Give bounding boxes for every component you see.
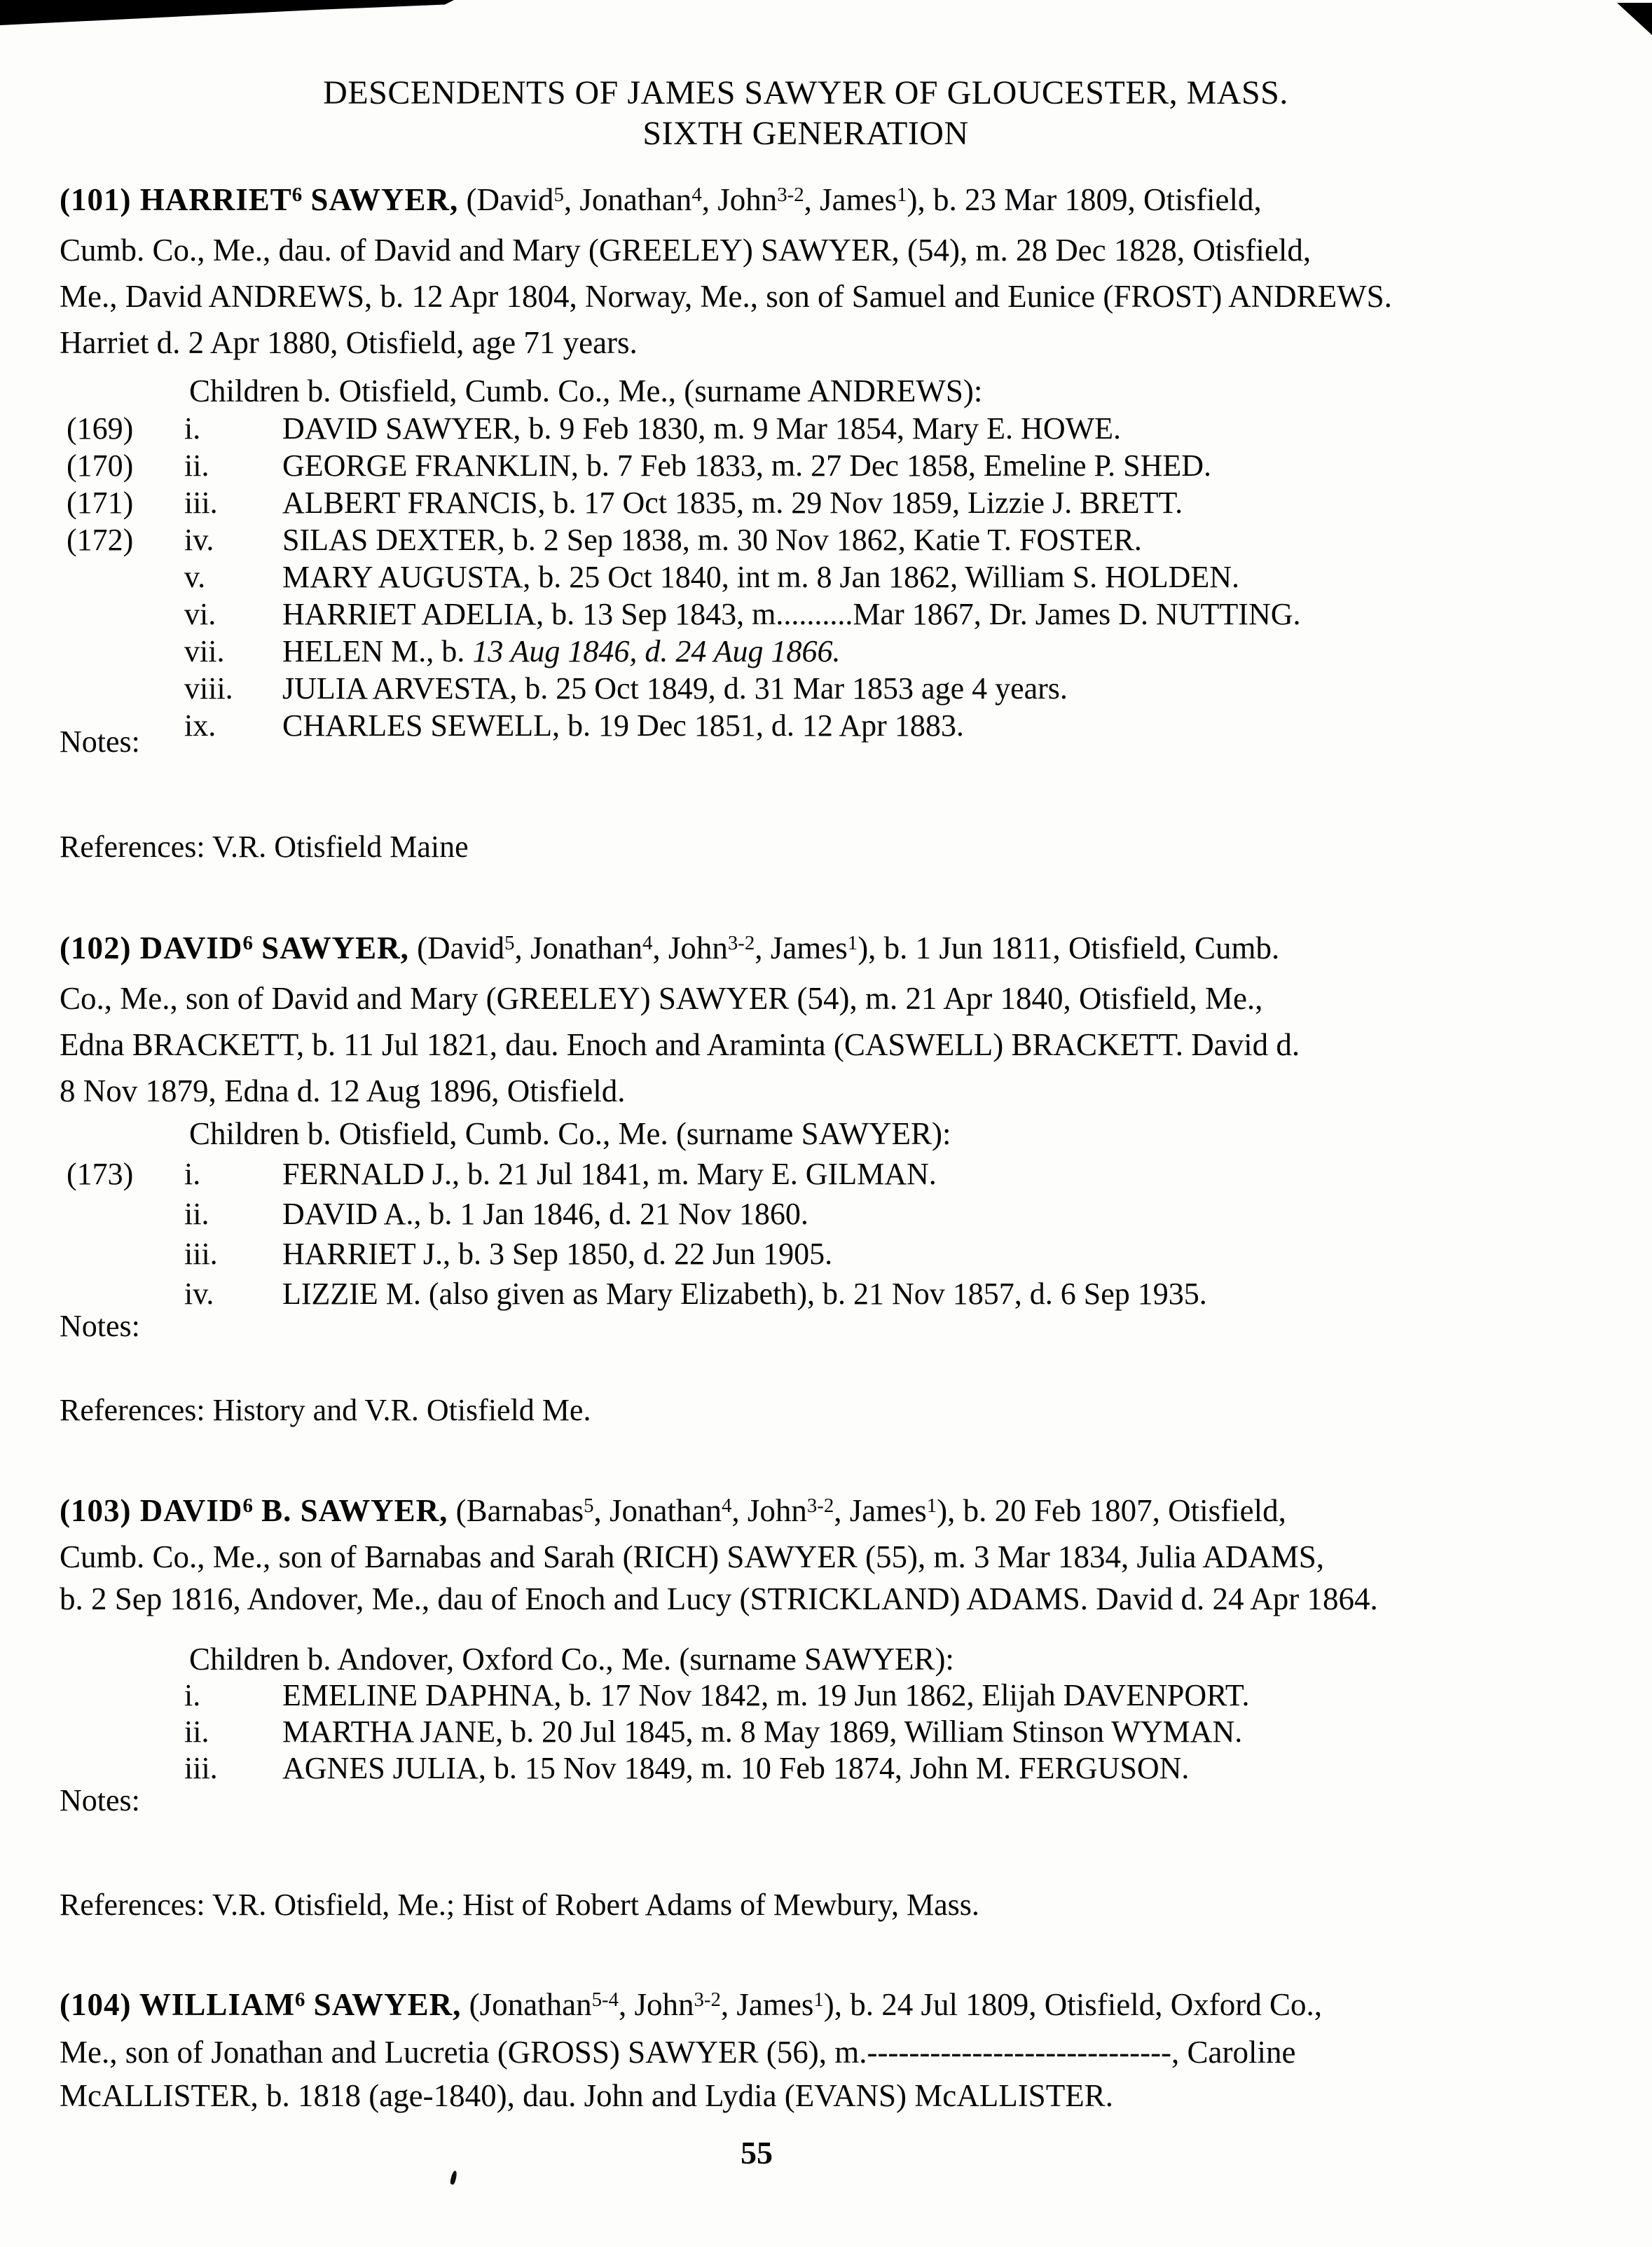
generation-superscript: 5-4 — [591, 1988, 619, 2012]
entry-103-children — [60, 1641, 1643, 1787]
child-record-segment: AGNES JULIA, b. 15 Nov 1849, m. 10 Feb 1874, John M. FERGUSON. — [282, 1751, 1190, 1785]
child-record-segment: SILAS DEXTER, b. 2 Sep 1838, m. 30 Nov 1862, Katie T. FOSTER. — [282, 523, 1142, 557]
generation-superscript: 5 — [553, 184, 564, 207]
child-roman-numeral: vi. — [184, 597, 216, 631]
child-record-text — [282, 1677, 1249, 1714]
paragraph-text: (Barnabas — [448, 1493, 584, 1528]
child-record-segment: ALBERT FRANCIS, b. 17 Oct 1835, m. 29 Nov 1859, Lizzie J. BRETT. — [282, 486, 1183, 520]
paragraph-line — [60, 227, 1643, 273]
generation-superscript: 6 — [291, 184, 303, 207]
paragraph-text: ), b. 1 Jun 1811, Otisfield, Cumb. — [858, 930, 1280, 966]
child-roman-numeral: vii. — [184, 634, 225, 668]
paragraph-text: ), b. 24 Jul 1809, Otisfield, Oxford Co., — [823, 1987, 1322, 2022]
paragraph-text: , John — [731, 1493, 807, 1528]
generation-superscript: 1 — [926, 1494, 937, 1518]
child-row — [60, 410, 1643, 447]
paragraph-text: , John — [701, 182, 778, 217]
children-list-header: Children b. Otisfield, Cumb. Co., Me. (surname SAWYER): — [189, 1116, 951, 1151]
paragraph-text: , James — [720, 1987, 814, 2022]
paragraph-text: Cumb. Co., Me., son of Barnabas and Sarah (RICH) SAWYER (55), m. 3 Mar 1834, Julia ADAMS, — [60, 1539, 1324, 1574]
generation-superscript: 6 — [242, 1494, 253, 1518]
generation-superscript: 4 — [642, 932, 653, 955]
paragraph-text: (101) HARRIET — [60, 182, 292, 217]
paragraph-line — [60, 1490, 1643, 1536]
child-record-text — [282, 447, 1211, 484]
paragraph-line — [60, 2030, 1643, 2074]
paragraph-line — [60, 1983, 1643, 2030]
child-record-text — [282, 1154, 937, 1194]
paragraph-text: (David — [408, 930, 505, 966]
child-row — [60, 1234, 1643, 1274]
child-record-text — [282, 633, 840, 670]
child-ref-number: (171) — [67, 486, 134, 520]
generation-superscript: 6 — [294, 1988, 305, 2012]
child-record-text — [282, 558, 1239, 596]
generation-superscript: 1 — [897, 184, 907, 207]
child-roman-numeral: i. — [184, 411, 201, 446]
paragraph-line — [60, 177, 1643, 227]
generation-superscript: 6 — [242, 932, 253, 955]
entry-103-references: References: V.R. Otisfield, Me.; Hist of Robert Adams of Mewbury, Mass. — [60, 1888, 979, 1922]
child-record-segment: MARY AUGUSTA, b. 25 Oct 1840, int m. 8 Jan 1862, William S. HOLDEN. — [282, 560, 1240, 594]
child-record-segment: JULIA ARVESTA, b. 25 Oct 1849, d. 31 Mar 1853 age 4 years. — [282, 671, 1068, 706]
paragraph-text: Edna BRACKETT, b. 11 Jul 1821, dau. Enoch and Araminta (CASWELL) BRACKETT. David d. — [60, 1027, 1300, 1062]
paragraph-text: Me., David ANDREWS, b. 12 Apr 1804, Norway, Me., son of Samuel and Eunice (FROST) ANDREWS. — [60, 279, 1392, 314]
child-roman-numeral: ii. — [184, 1197, 209, 1231]
paragraph-text: ), b. 23 Mar 1809, Otisfield, — [907, 182, 1262, 217]
paragraph-text: (104) WILLIAM — [60, 1987, 295, 2022]
paragraph-text: , James — [804, 182, 897, 217]
entry-102-references: References: History and V.R. Otisfield Me. — [60, 1393, 591, 1427]
paragraph-text: McALLISTER, b. 1818 (age-1840), dau. John and Lydia (EVANS) McALLISTER. — [60, 2078, 1113, 2113]
paragraph-text: , Jonathan — [514, 930, 642, 966]
generation-superscript: 5 — [584, 1494, 594, 1518]
child-record-segment: DAVID A., b. 1 Jan 1846, d. 21 Nov 1860. — [282, 1197, 808, 1231]
scan-speck — [450, 2170, 458, 2185]
child-record-text — [282, 484, 1183, 521]
child-record-segment: HELEN M., b. — [282, 634, 473, 668]
child-row — [60, 1714, 1643, 1750]
child-record-segment: DAVID SAWYER, b. 9 Feb 1830, m. 9 Mar 1854, Mary E. HOWE. — [282, 411, 1122, 446]
paragraph-line — [60, 1068, 1643, 1114]
paragraph-text: ), b. 20 Feb 1807, Otisfield, — [937, 1493, 1286, 1528]
subtitle-line: SIXTH GENERATION — [642, 115, 969, 152]
child-row — [60, 484, 1643, 521]
child-roman-numeral: ix. — [184, 708, 216, 743]
paragraph-text: 8 Nov 1879, Edna d. 12 Aug 1896, Otisfield. — [60, 1073, 626, 1108]
paragraph-text: (David — [458, 182, 554, 217]
child-record-text — [282, 670, 1068, 707]
entry-102-notes-label: Notes: — [60, 1309, 140, 1343]
paragraph-text: , John — [618, 1987, 694, 2022]
paragraph-text: (102) DAVID — [60, 930, 243, 966]
title-line: DESCENDENTS OF JAMES SAWYER OF GLOUCESTER, MASS. — [323, 74, 1288, 111]
scan-artifact-top-right — [1617, 3, 1652, 35]
entry-104-paragraph — [60, 1983, 1643, 2117]
paragraph-text: , John — [652, 930, 728, 966]
child-roman-numeral: iv. — [184, 1277, 214, 1311]
paragraph-text: b. 2 Sep 1816, Andover, Me., dau of Enoch and Lucy (STRICKLAND) ADAMS. David d. 24 Apr 1864. — [60, 1581, 1378, 1616]
paragraph-line — [60, 273, 1643, 319]
paragraph-text: SAWYER, — [302, 182, 459, 217]
paragraph-text: , Jonathan — [563, 182, 692, 217]
page-number: 55 — [741, 2135, 773, 2171]
paragraph-line — [60, 925, 1643, 975]
generation-superscript: 3-2 — [727, 932, 755, 955]
generation-superscript: 3-2 — [694, 1988, 721, 2012]
child-row — [60, 596, 1643, 633]
child-record-segment: HARRIET ADELIA, b. 13 Sep 1843, m..........Mar 1867, Dr. James D. NUTTING. — [282, 597, 1301, 631]
child-record-text — [282, 410, 1121, 447]
entry-101-children — [60, 373, 1643, 744]
generation-superscript: 1 — [847, 932, 858, 955]
children-list-header: Children b. Otisfield, Cumb. Co., Me., (surname ANDREWS): — [189, 373, 983, 408]
child-ref-number: (172) — [67, 523, 134, 557]
paragraph-text: , James — [755, 930, 848, 966]
paragraph-text: , Jonathan — [593, 1493, 722, 1528]
paragraph-text: SAWYER, — [305, 1987, 462, 2022]
scan-artifact-top-left — [0, 0, 454, 25]
child-record-text — [282, 521, 1142, 558]
generation-superscript: 3-2 — [777, 184, 804, 207]
child-roman-numeral: iii. — [184, 1751, 218, 1785]
child-row — [60, 1194, 1643, 1234]
generation-superscript: 4 — [691, 184, 702, 207]
child-row — [60, 1677, 1643, 1714]
child-row — [60, 633, 1643, 670]
child-record-segment: HARRIET J., b. 3 Sep 1850, d. 22 Jun 1905. — [282, 1237, 833, 1271]
paragraph-text: Cumb. Co., Me., dau. of David and Mary (GREELEY) SAWYER, (54), m. 28 Dec 1828, Otisfield, — [60, 233, 1312, 268]
entry-101-paragraph — [60, 177, 1643, 366]
paragraph-text: , James — [834, 1493, 927, 1528]
children-list-header: Children b. Andover, Oxford Co., Me. (surname SAWYER): — [189, 1642, 954, 1677]
child-row — [60, 558, 1643, 596]
generation-superscript: 5 — [504, 932, 515, 955]
child-record-segment: 13 Aug 1846, d. 24 Aug 1866. — [472, 634, 841, 668]
entry-103-notes-label: Notes: — [60, 1783, 140, 1817]
paragraph-text: Me., son of Jonathan and Lucretia (GROSS) SAWYER (56), m.-----------------------------, Caroline — [60, 2035, 1296, 2070]
child-record-segment: EMELINE DAPHNA, b. 17 Nov 1842, m. 19 Jun 1862, Elijah DAVENPORT. — [282, 1678, 1250, 1712]
paragraph-text: Harriet d. 2 Apr 1880, Otisfield, age 71 years. — [60, 325, 638, 360]
child-roman-numeral: viii. — [184, 671, 233, 706]
paragraph-line — [60, 319, 1643, 366]
child-record-segment: CHARLES SEWELL, b. 19 Dec 1851, d. 12 Apr 1883. — [282, 708, 964, 743]
child-roman-numeral: v. — [184, 560, 206, 594]
generation-superscript: 1 — [813, 1988, 824, 2012]
child-roman-numeral: iv. — [184, 523, 214, 557]
entry-103-paragraph — [60, 1490, 1643, 1620]
child-roman-numeral: iii. — [184, 1237, 218, 1271]
paragraph-line — [60, 1022, 1643, 1068]
entry-102-children — [60, 1114, 1643, 1314]
paragraph-text: B. SAWYER, — [252, 1493, 448, 1528]
child-roman-numeral: i. — [184, 1157, 201, 1191]
child-record-text — [282, 1714, 1242, 1750]
paragraph-text: SAWYER, — [252, 930, 409, 966]
generation-superscript: 3-2 — [806, 1494, 834, 1518]
paragraph-line — [60, 2074, 1643, 2117]
paragraph-text: (Jonathan — [461, 1987, 592, 2022]
child-record-segment: LIZZIE M. (also given as Mary Elizabeth), b. 21 Nov 1857, d. 6 Sep 1935. — [282, 1277, 1207, 1311]
child-ref-number: (170) — [67, 448, 134, 483]
child-row — [60, 447, 1643, 484]
child-roman-numeral: ii. — [184, 448, 209, 483]
child-row — [60, 670, 1643, 707]
child-ref-number: (169) — [67, 411, 134, 446]
paragraph-line — [60, 1536, 1643, 1578]
child-roman-numeral: iii. — [184, 486, 218, 520]
child-record-text — [282, 596, 1301, 633]
child-record-segment: MARTHA JANE, b. 20 Jul 1845, m. 8 May 1869, William Stinson WYMAN. — [282, 1715, 1243, 1749]
paragraph-text: (103) DAVID — [60, 1493, 243, 1528]
child-roman-numeral: ii. — [184, 1715, 209, 1749]
child-record-segment: GEORGE FRANKLIN, b. 7 Feb 1833, m. 27 Dec 1858, Emeline P. SHED. — [282, 448, 1212, 483]
entry-101-references: References: V.R. Otisfield Maine — [60, 830, 469, 864]
entry-102-paragraph — [60, 925, 1643, 1114]
paragraph-text: Co., Me., son of David and Mary (GREELEY) SAWYER (54), m. 21 Apr 1840, Otisfield, Me., — [60, 981, 1263, 1016]
child-roman-numeral: i. — [184, 1678, 201, 1712]
page-title — [0, 73, 1611, 154]
child-row — [60, 521, 1643, 558]
paragraph-line — [60, 1578, 1643, 1620]
paragraph-line — [60, 975, 1643, 1022]
child-row — [60, 1154, 1643, 1194]
generation-superscript: 4 — [721, 1494, 732, 1518]
child-record-segment: FERNALD J., b. 21 Jul 1841, m. Mary E. GILMAN. — [282, 1157, 937, 1191]
entry-101-notes-label: Notes: — [60, 724, 140, 759]
child-record-text — [282, 1194, 808, 1234]
child-record-text — [282, 1234, 832, 1274]
child-ref-number: (173) — [67, 1157, 134, 1191]
